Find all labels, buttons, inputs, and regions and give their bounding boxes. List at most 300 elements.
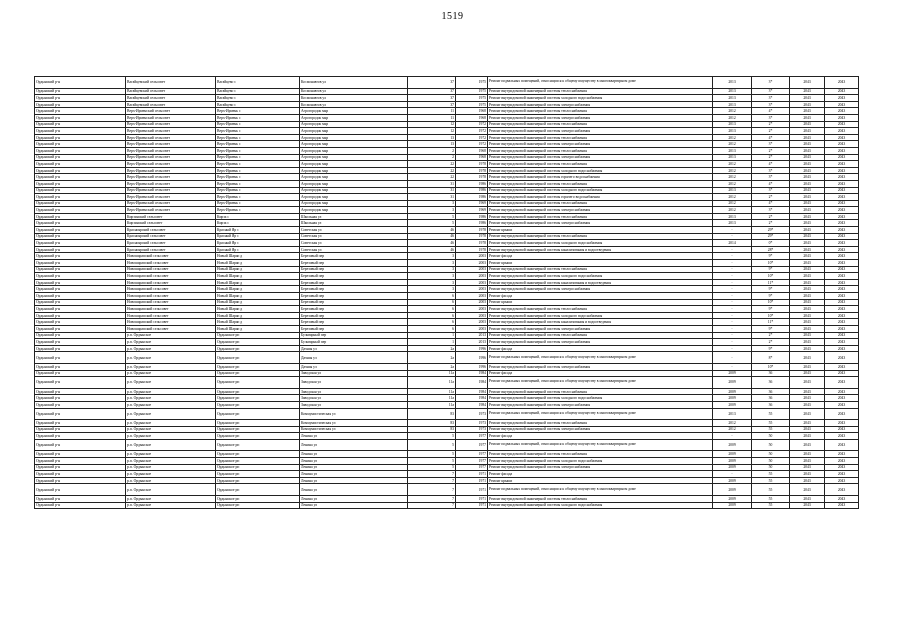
cell-street: Агрогородок мкр	[300, 154, 408, 161]
cell-work-type: Ремонт внутридомовой инженерной системы электроснабжения	[488, 128, 713, 135]
cell-plan-end-year: 2043	[825, 200, 859, 207]
cell-street: Ленина ул	[300, 458, 408, 465]
cell-build-year: 1984	[456, 395, 488, 402]
cell-last-repair-year: -	[713, 471, 752, 478]
cell-plan-end-year: 2043	[825, 388, 859, 395]
cell-work-type: Ремонт внутридомовой инженерной системы теплоснабжения	[488, 451, 713, 458]
cell-plan-start-year: 2043	[790, 174, 825, 181]
cell-last-repair-year: 2013	[713, 220, 752, 227]
table-row	[35, 213, 859, 220]
cell-build-year: 1968	[456, 154, 488, 161]
table-row	[35, 286, 859, 293]
cell-plan-start-year: 2043	[790, 471, 825, 478]
table-row	[35, 246, 859, 253]
cell-plan-end-year: 2043	[825, 464, 859, 471]
cell-house-number: 11а	[408, 395, 456, 402]
cell-locality: Ордынское рп	[216, 439, 300, 451]
cell-district: Ордынский р-н	[35, 312, 126, 319]
cell-street: Заводская ул	[300, 395, 408, 402]
cell-house-number: 3	[408, 286, 456, 293]
cell-last-repair-year: -	[713, 352, 752, 364]
table-row	[35, 147, 859, 154]
cell-house-number: 6	[408, 299, 456, 306]
cell-build-year: 1978	[456, 167, 488, 174]
cell-district: Ордынский р-н	[35, 433, 126, 440]
cell-plan-start-year: 2043	[790, 220, 825, 227]
cell-plan-end-year: 2043	[825, 194, 859, 201]
cell-work-type: Ремонт подвальных помещений, относящихся к общему имуществу в многоквартирном доме	[488, 77, 713, 89]
cell-plan-end-year: 2043	[825, 213, 859, 220]
cell-district: Ордынский р-н	[35, 370, 126, 377]
cell-locality: Верх-Ирмень с	[216, 180, 300, 187]
cell-settlement: Верх-Ирменский сельсовет	[126, 167, 216, 174]
cell-street: Ленина ул	[300, 471, 408, 478]
cell-locality: Ордынское рп	[216, 433, 300, 440]
cell-last-repair-year: -	[713, 433, 752, 440]
cell-locality: Вагайцево с	[216, 77, 300, 89]
cell-settlement: Новошарапский сельсовет	[126, 293, 216, 300]
cell-house-number: 46	[408, 227, 456, 234]
cell-wear-percent: 50	[752, 451, 790, 458]
cell-last-repair-year: 2013	[713, 88, 752, 95]
cell-street: Березовый пер	[300, 260, 408, 267]
cell-work-type: Ремонт внутридомовой инженерной системы теплоснабжения	[488, 161, 713, 168]
table-row	[35, 88, 859, 95]
cell-plan-end-year: 2043	[825, 370, 859, 377]
cell-plan-end-year: 2043	[825, 240, 859, 247]
cell-wear-percent: 9*	[752, 253, 790, 260]
cell-last-repair-year: 2009	[713, 401, 752, 408]
cell-locality: Красный Яр с	[216, 246, 300, 253]
cell-last-repair-year: -	[713, 253, 752, 260]
cell-house-number: 31	[408, 194, 456, 201]
table-row	[35, 207, 859, 214]
cell-plan-start-year: 2043	[790, 388, 825, 395]
cell-district: Ордынский р-н	[35, 167, 126, 174]
cell-settlement: р.п. Ордынское	[126, 458, 216, 465]
cell-plan-start-year: 2043	[790, 426, 825, 433]
cell-house-number: 3	[408, 279, 456, 286]
cell-plan-start-year: 2043	[790, 108, 825, 115]
cell-work-type: Ремонт внутридомовой инженерной системы холодного водоснабжения	[488, 187, 713, 194]
cell-street: Коммунистическая ул	[300, 420, 408, 427]
cell-wear-percent: 29*	[752, 233, 790, 240]
cell-wear-percent: 9*	[752, 325, 790, 332]
cell-house-number: 22	[408, 161, 456, 168]
cell-house-number: 1	[408, 332, 456, 339]
cell-district: Ордынский р-н	[35, 325, 126, 332]
cell-street: Агрогородок мкр	[300, 187, 408, 194]
cell-locality: Верх-Ирмень с	[216, 161, 300, 168]
cell-last-repair-year: -	[713, 246, 752, 253]
cell-build-year: 1978	[456, 246, 488, 253]
cell-build-year: 1973	[456, 408, 488, 420]
cell-last-repair-year: 2013	[713, 187, 752, 194]
cell-work-type: Ремонт внутридомовой инженерной системы электроснабжения	[488, 220, 713, 227]
cell-work-type: Ремонт подвальных помещений, относящихся к общему имуществу в многоквартирном доме	[488, 377, 713, 389]
cell-last-repair-year: 2009	[713, 477, 752, 484]
cell-wear-percent: 36	[752, 401, 790, 408]
cell-wear-percent: 2*	[752, 121, 790, 128]
cell-plan-start-year: 2043	[790, 260, 825, 267]
cell-street: Школьная ул	[300, 220, 408, 227]
cell-last-repair-year: 2013	[713, 408, 752, 420]
cell-locality: Верх-Ирмень с	[216, 128, 300, 135]
cell-wear-percent: 4*	[752, 134, 790, 141]
cell-locality: Красный Яр с	[216, 233, 300, 240]
cell-locality: Ордынское рп	[216, 426, 300, 433]
cell-last-repair-year: -	[713, 332, 752, 339]
cell-build-year: 1996	[456, 345, 488, 352]
cell-wear-percent: 3*	[752, 187, 790, 194]
table-row	[35, 408, 859, 420]
cell-last-repair-year: -	[713, 260, 752, 267]
cell-district: Ордынский р-н	[35, 496, 126, 503]
cell-plan-end-year: 2043	[825, 207, 859, 214]
cell-work-type: Ремонт внутридомовой инженерной системы электроснабжения	[488, 114, 713, 121]
cell-build-year: 1975	[456, 88, 488, 95]
cell-district: Ордынский р-н	[35, 439, 126, 451]
cell-wear-percent: 11*	[752, 319, 790, 326]
cell-street: Агрогородок мкр	[300, 167, 408, 174]
cell-street: Космонавтов ул	[300, 77, 408, 89]
cell-last-repair-year: 2012	[713, 420, 752, 427]
cell-wear-percent: 8*	[752, 352, 790, 364]
cell-wear-percent: 50	[752, 464, 790, 471]
cell-settlement: Верх-Ирменский сельсовет	[126, 108, 216, 115]
cell-work-type: Ремонт внутридомовой инженерной системы горячего водоснабжения	[488, 174, 713, 181]
cell-plan-start-year: 2043	[790, 167, 825, 174]
cell-wear-percent: 3*	[752, 101, 790, 108]
cell-plan-start-year: 2043	[790, 194, 825, 201]
cell-settlement: р.п. Ордынское	[126, 370, 216, 377]
cell-house-number: 11	[408, 114, 456, 121]
cell-last-repair-year: 2014	[713, 240, 752, 247]
cell-build-year: 1996	[456, 352, 488, 364]
cell-street: Березовый пер	[300, 306, 408, 313]
cell-locality: Новый Шарап д	[216, 319, 300, 326]
cell-build-year: 1996	[456, 363, 488, 370]
cell-build-year: 2003	[456, 286, 488, 293]
cell-wear-percent: 10*	[752, 260, 790, 267]
cell-locality: Ордынское рп	[216, 496, 300, 503]
cell-street: Березовый пер	[300, 273, 408, 280]
cell-settlement: Верх-Ирменский сельсовет	[126, 154, 216, 161]
cell-street: Советская ул	[300, 240, 408, 247]
cell-locality: Ордынское рп	[216, 395, 300, 402]
cell-plan-start-year: 2043	[790, 401, 825, 408]
cell-plan-start-year: 2043	[790, 395, 825, 402]
cell-build-year: 1971	[456, 484, 488, 496]
cell-plan-end-year: 2043	[825, 260, 859, 267]
cell-wear-percent: 2*	[752, 154, 790, 161]
cell-wear-percent: 2*	[752, 213, 790, 220]
cell-house-number: 2а	[408, 363, 456, 370]
table-row	[35, 471, 859, 478]
table-row	[35, 293, 859, 300]
cell-last-repair-year: 2009	[713, 458, 752, 465]
cell-work-type: Ремонт внутридомовой инженерной системы теплоснабжения	[488, 233, 713, 240]
table-row	[35, 332, 859, 339]
cell-work-type: Ремонт внутридомовой инженерной системы холодного водоснабжения	[488, 458, 713, 465]
cell-street: Агрогородок мкр	[300, 207, 408, 214]
cell-build-year: 1971	[456, 502, 488, 509]
cell-work-type: Ремонт подвальных помещений, относящихся к общему имуществу в многоквартирном доме	[488, 439, 713, 451]
cell-plan-end-year: 2043	[825, 128, 859, 135]
cell-locality: Ордынское рп	[216, 401, 300, 408]
cell-work-type: Ремонт внутридомовой инженерной системы электроснабжения	[488, 101, 713, 108]
cell-street: Ленина ул	[300, 451, 408, 458]
cell-work-type: Ремонт внутридомовой инженерной системы канализования и водоотведения	[488, 319, 713, 326]
cell-plan-start-year: 2043	[790, 141, 825, 148]
cell-district: Ордынский р-н	[35, 147, 126, 154]
cell-last-repair-year: 2012	[713, 200, 752, 207]
cell-work-type: Ремонт внутридомовой инженерной системы электроснабжения	[488, 464, 713, 471]
cell-last-repair-year: 2009	[713, 439, 752, 451]
cell-settlement: Новошарапский сельсовет	[126, 260, 216, 267]
cell-plan-start-year: 2043	[790, 200, 825, 207]
cell-work-type: Ремонт подвальных помещений, относящихся к общему имуществу в многоквартирном доме	[488, 484, 713, 496]
cell-settlement: р.п. Ордынское	[126, 496, 216, 503]
cell-wear-percent: 55	[752, 471, 790, 478]
cell-street: Заводская ул	[300, 377, 408, 389]
cell-plan-start-year: 2043	[790, 352, 825, 364]
cell-street: Агрогородок мкр	[300, 180, 408, 187]
cell-plan-end-year: 2043	[825, 395, 859, 402]
cell-build-year: 1977	[456, 433, 488, 440]
cell-wear-percent: 36	[752, 377, 790, 389]
table-row	[35, 260, 859, 267]
cell-wear-percent: 9*	[752, 345, 790, 352]
cell-plan-end-year: 2043	[825, 471, 859, 478]
cell-last-repair-year: 2012	[713, 207, 752, 214]
table-row	[35, 458, 859, 465]
cell-house-number: 5	[408, 220, 456, 227]
cell-plan-end-year: 2043	[825, 352, 859, 364]
cell-settlement: р.п. Ордынское	[126, 339, 216, 346]
cell-district: Ордынский р-н	[35, 339, 126, 346]
cell-locality: Кирза с	[216, 213, 300, 220]
cell-build-year: 1972	[456, 134, 488, 141]
cell-district: Ордынский р-н	[35, 253, 126, 260]
cell-house-number: 83	[408, 420, 456, 427]
cell-house-number: 2	[408, 154, 456, 161]
cell-settlement: Вагайцевский сельсовет	[126, 101, 216, 108]
cell-plan-start-year: 2043	[790, 213, 825, 220]
cell-street: Школьная ул	[300, 213, 408, 220]
cell-street: Березовый пер	[300, 319, 408, 326]
cell-settlement: Вагайцевский сельсовет	[126, 88, 216, 95]
cell-settlement: р.п. Ордынское	[126, 464, 216, 471]
cell-last-repair-year: -	[713, 286, 752, 293]
cell-last-repair-year: 2012	[713, 108, 752, 115]
cell-plan-end-year: 2043	[825, 266, 859, 273]
cell-settlement: Верх-Ирменский сельсовет	[126, 194, 216, 201]
cell-settlement: Красноярский сельсовет	[126, 240, 216, 247]
cell-district: Ордынский р-н	[35, 363, 126, 370]
cell-work-type: Ремонт внутридомовой инженерной системы теплоснабжения	[488, 306, 713, 313]
cell-last-repair-year: -	[713, 299, 752, 306]
cell-last-repair-year: -	[713, 227, 752, 234]
cell-district: Ордынский р-н	[35, 194, 126, 201]
table-row	[35, 167, 859, 174]
table-row	[35, 128, 859, 135]
cell-plan-start-year: 2043	[790, 233, 825, 240]
table-row	[35, 420, 859, 427]
cell-house-number: 6	[408, 312, 456, 319]
cell-plan-start-year: 2043	[790, 496, 825, 503]
cell-work-type: Ремонт внутридомовой инженерной системы холодного водоснабжения	[488, 312, 713, 319]
cell-locality: Верх-Ирмень с	[216, 134, 300, 141]
cell-work-type: Ремонт внутридомовой инженерной системы холодного водоснабжения	[488, 240, 713, 247]
cell-last-repair-year: -	[713, 306, 752, 313]
cell-wear-percent: 3*	[752, 95, 790, 102]
table-row	[35, 363, 859, 370]
cell-work-type: Ремонт внутридомовой инженерной системы теплоснабжения	[488, 134, 713, 141]
cell-work-type: Ремонт подвальных помещений, относящихся к общему имуществу в многоквартирном доме	[488, 352, 713, 364]
table-row	[35, 233, 859, 240]
table-row	[35, 220, 859, 227]
cell-street: Ленина ул	[300, 464, 408, 471]
cell-district: Ордынский р-н	[35, 279, 126, 286]
cell-wear-percent: 36	[752, 395, 790, 402]
cell-street: Березовый пер	[300, 286, 408, 293]
cell-district: Ордынский р-н	[35, 88, 126, 95]
cell-plan-end-year: 2043	[825, 227, 859, 234]
cell-work-type: Ремонт внутридомовой инженерной системы теплоснабжения	[488, 213, 713, 220]
cell-plan-start-year: 2043	[790, 101, 825, 108]
cell-settlement: Верх-Ирменский сельсовет	[126, 161, 216, 168]
cell-wear-percent: 29*	[752, 227, 790, 234]
cell-build-year: 2003	[456, 293, 488, 300]
cell-settlement: Новошарапский сельсовет	[126, 299, 216, 306]
cell-last-repair-year: 2009	[713, 370, 752, 377]
cell-settlement: Верх-Ирменский сельсовет	[126, 187, 216, 194]
cell-district: Ордынский р-н	[35, 273, 126, 280]
cell-locality: Верх-Ирмень с	[216, 108, 300, 115]
cell-district: Ордынский р-н	[35, 464, 126, 471]
table-row	[35, 194, 859, 201]
cell-locality: Верх-Ирмень с	[216, 207, 300, 214]
cell-settlement: Новошарапский сельсовет	[126, 319, 216, 326]
cell-work-type: Ремонт внутридомовой инженерной системы холодного водоснабжения	[488, 95, 713, 102]
cell-plan-end-year: 2043	[825, 141, 859, 148]
cell-district: Ордынский р-н	[35, 477, 126, 484]
cell-last-repair-year: 2009	[713, 377, 752, 389]
cell-plan-end-year: 2043	[825, 312, 859, 319]
cell-plan-start-year: 2043	[790, 293, 825, 300]
table-row	[35, 77, 859, 89]
cell-work-type: Ремонт внутридомовой инженерной системы теплоснабжения	[488, 121, 713, 128]
cell-locality: Вагайцево с	[216, 101, 300, 108]
cell-street: Космонавтов ул	[300, 88, 408, 95]
table-row	[35, 134, 859, 141]
cell-plan-start-year: 2043	[790, 266, 825, 273]
cell-plan-start-year: 2043	[790, 154, 825, 161]
cell-locality: Ордынское рп	[216, 363, 300, 370]
cell-locality: Новый Шарап д	[216, 325, 300, 332]
cell-settlement: Верх-Ирменский сельсовет	[126, 174, 216, 181]
cell-plan-start-year: 2043	[790, 420, 825, 427]
table-row	[35, 433, 859, 440]
cell-house-number: 3	[408, 207, 456, 214]
cell-last-repair-year: 2009	[713, 451, 752, 458]
cell-plan-end-year: 2043	[825, 286, 859, 293]
cell-wear-percent: 55	[752, 426, 790, 433]
cell-house-number: 83	[408, 426, 456, 433]
table-row	[35, 345, 859, 352]
cell-plan-end-year: 2043	[825, 220, 859, 227]
cell-district: Ордынский р-н	[35, 286, 126, 293]
cell-plan-end-year: 2043	[825, 408, 859, 420]
cell-plan-end-year: 2043	[825, 174, 859, 181]
cell-street: Ленина ул	[300, 502, 408, 509]
cell-plan-start-year: 2043	[790, 408, 825, 420]
cell-settlement: Верх-Ирменский сельсовет	[126, 180, 216, 187]
cell-house-number: 5	[408, 458, 456, 465]
cell-build-year: 2003	[456, 319, 488, 326]
cell-last-repair-year: -	[713, 293, 752, 300]
cell-house-number: 7	[408, 502, 456, 509]
cell-plan-end-year: 2043	[825, 339, 859, 346]
cell-wear-percent: 55	[752, 496, 790, 503]
cell-build-year: 1978	[456, 233, 488, 240]
cell-district: Ордынский р-н	[35, 220, 126, 227]
cell-last-repair-year: -	[713, 319, 752, 326]
cell-last-repair-year: 2009	[713, 464, 752, 471]
cell-house-number: 6	[408, 306, 456, 313]
cell-work-type: Ремонт внутридомовой инженерной системы электроснабжения	[488, 286, 713, 293]
cell-district: Ордынский р-н	[35, 246, 126, 253]
table-row	[35, 253, 859, 260]
cell-district: Ордынский р-н	[35, 141, 126, 148]
cell-build-year: 1986	[456, 187, 488, 194]
cell-plan-end-year: 2043	[825, 458, 859, 465]
cell-plan-start-year: 2043	[790, 299, 825, 306]
cell-last-repair-year: -	[713, 273, 752, 280]
cell-wear-percent: 9*	[752, 306, 790, 313]
cell-settlement: Красноярский сельсовет	[126, 233, 216, 240]
table-row	[35, 401, 859, 408]
cell-plan-start-year: 2043	[790, 88, 825, 95]
cell-plan-end-year: 2043	[825, 187, 859, 194]
cell-locality: Верх-Ирмень с	[216, 141, 300, 148]
cell-street: Агрогородок мкр	[300, 114, 408, 121]
cell-build-year: 1977	[456, 458, 488, 465]
cell-plan-start-year: 2043	[790, 77, 825, 89]
cell-build-year: 1984	[456, 370, 488, 377]
cell-build-year: 1969	[456, 207, 488, 214]
cell-locality: Ордынское рп	[216, 388, 300, 395]
cell-settlement: Новошарапский сельсовет	[126, 312, 216, 319]
cell-plan-start-year: 2043	[790, 286, 825, 293]
cell-settlement: Верх-Ирменский сельсовет	[126, 141, 216, 148]
page-number: 1519	[441, 11, 464, 22]
cell-wear-percent: 9*	[752, 293, 790, 300]
cell-wear-percent: 55	[752, 408, 790, 420]
cell-last-repair-year: 2013	[713, 128, 752, 135]
cell-wear-percent: 36	[752, 388, 790, 395]
cell-wear-percent: 2*	[752, 339, 790, 346]
cell-plan-end-year: 2043	[825, 332, 859, 339]
cell-build-year: 1972	[456, 121, 488, 128]
cell-plan-end-year: 2043	[825, 439, 859, 451]
cell-district: Ордынский р-н	[35, 128, 126, 135]
cell-wear-percent: 36	[752, 370, 790, 377]
cell-plan-start-year: 2043	[790, 207, 825, 214]
table-body	[35, 77, 859, 509]
cell-street: Ленина ул	[300, 477, 408, 484]
